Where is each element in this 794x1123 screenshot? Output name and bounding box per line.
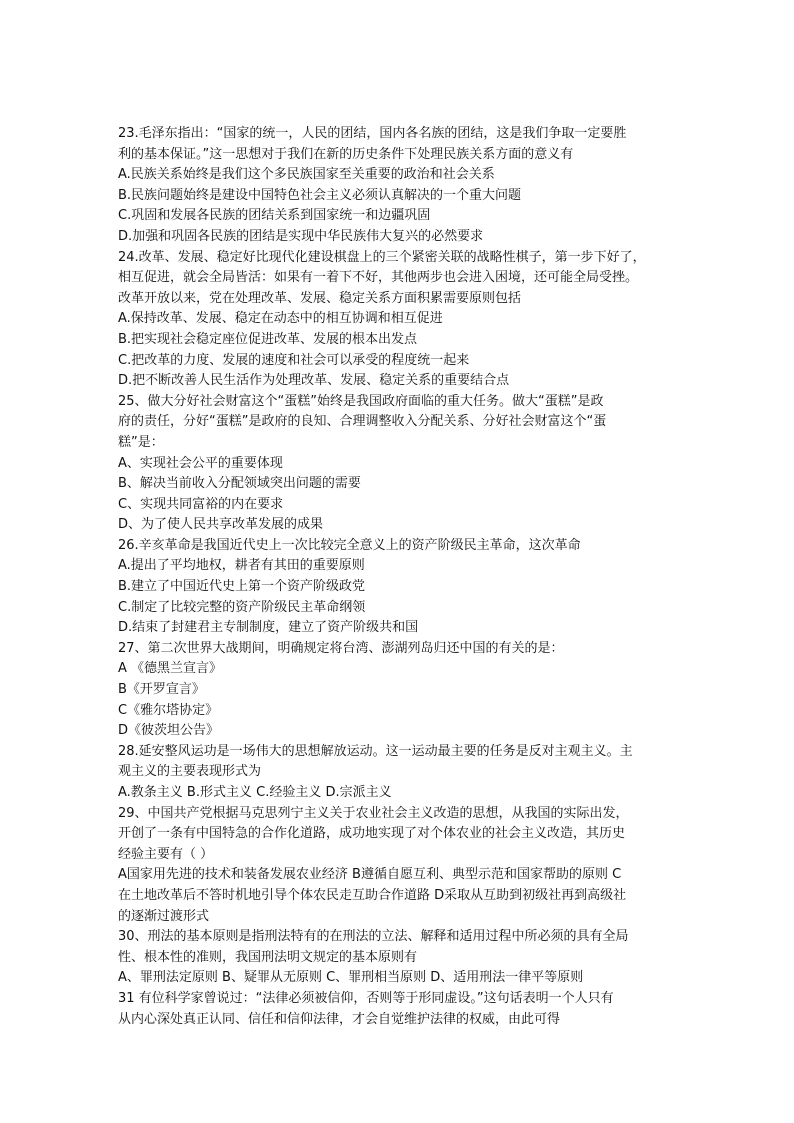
text-line: 的逐渐过渡形式 — [118, 908, 210, 924]
text-line: 开创了一条有中国特急的合作化道路，成功地实现了对个体农业的社会主义改造，其历史 — [118, 826, 626, 842]
text-line: B.建立了中国近代史上第一个资产阶级政党 — [118, 579, 366, 595]
text-line: C.制定了比较完整的资产阶级民主革命纲领 — [118, 599, 366, 615]
text-line: C、实现共同富裕的内在要求 — [118, 496, 284, 512]
text-line: D、为了使人民共享改革发展的成果 — [118, 517, 324, 533]
text-line: 观主义的主要表现形式为 — [118, 764, 262, 780]
text-line: A.提出了平均地权，耕者有其田的重要原则 — [118, 558, 365, 574]
text-line: C.巩固和发展各民族的团结关系到国家统一和边疆巩固 — [118, 208, 431, 224]
text-line: 相互促进，就会全局皆活：如果有一着下不好，其他两步也会进入困境，还可能全局受挫。 — [118, 270, 639, 286]
text-line: B.把实现社会稳定座位促进改革、发展的根本出发点 — [118, 331, 418, 347]
text-line: 在土地改革后不答时机地引导个体农民走互助合作道路 D采取从互助到初级社再到高级社 — [118, 887, 627, 903]
text-line: 25、做大分好社会财富这个“蛋糕”始终是我国政府面临的重大任务。做大“蛋糕”是政 — [118, 393, 604, 409]
text-line: D.把不断改善人民生活作为处理改革、发展、稳定关系的重要结合点 — [118, 373, 510, 389]
text-line: D.加强和巩固各民族的团结是实现中华民族伟大复兴的必然要求 — [118, 228, 484, 244]
text-line: A、罪刑法定原则 B、疑罪从无原则 C、罪刑相当原则 D、适用刑法一律平等原则 — [118, 970, 584, 986]
text-line: 性、根本性的准则，我国刑法明文规定的基本原则有 — [118, 949, 418, 965]
text-line: A、实现社会公平的重要体现 — [118, 455, 283, 471]
text-line: C.把改革的力度、发展的速度和社会可以承受的程度统一起来 — [118, 352, 470, 368]
text-line: A.民族关系始终是我们这个多民族国家至关重要的政治和社会关系 — [118, 167, 495, 183]
document-page — [118, 124, 678, 1030]
text-line: 府的责任，分好“蛋糕”是政府的良知、合理调整收入分配关系、分好社会财富这个“蛋 — [118, 414, 607, 430]
text-line: D《彼茨坦公告》 — [118, 723, 220, 739]
text-line: 24.改革、发展、稳定好比现代化建设棋盘上的三个紧密关联的战略性棋子，第一步下好了， — [118, 249, 646, 265]
text-line: 23.毛泽东指出：“国家的统一，人民的团结，国内各名族的团结，这是我们争取一定要胜 — [118, 126, 627, 141]
text-line: 26.辛亥革命是我国近代史上一次比较完全意义上的资产阶级民主革命，这次革命 — [118, 537, 581, 553]
text-line: A.教条主义 B.形式主义 C.经验主义 D.宗派主义 — [118, 785, 392, 800]
text-line: C《雅尔塔协定》 — [118, 702, 219, 718]
text-line: 28.延安整风运功是一场伟大的思想解放运动。这一运动最主要的任务是反对主观主义。主 — [118, 743, 633, 759]
text-line: 27、第二次世界大战期间，明确规定将台湾、澎湖列岛归还中国的有关的是： — [118, 640, 564, 656]
text-line: B、解决当前收入分配领域突出问题的需要 — [118, 476, 361, 492]
text-line: 经验主要有（ ） — [118, 846, 214, 862]
text-line: A.保持改革、发展、稳定在动态中的相互协调和相互促进 — [118, 311, 443, 327]
text-line: 糕”是： — [118, 434, 164, 450]
text-line: B《开罗宣言》 — [118, 682, 205, 698]
text-line: D.结束了封建君主专制制度，建立了资产阶级共和国 — [118, 620, 419, 636]
text-line: B.民族问题始终是建设中国特色社会主义必须认真解决的一个重大问题 — [118, 187, 522, 203]
text-line: A 《德黑兰宣言》 — [118, 661, 223, 677]
text-line: 改革开放以来，党在处理改革、发展、稳定关系方面积累需要原则包括 — [118, 290, 522, 306]
text-line: 从内心深处真正认同、信任和信仰法律，才会自觉维护法律的权威，由此可得 — [118, 1011, 561, 1027]
text-line: A国家用先进的技术和装备发展农业经济 B遵循自愿互利、典型示范和国家帮助的原则 C — [118, 867, 622, 883]
text-line: 31 有位科学家曾说过：“法律必须被信仰，否则等于形同虚设。”这句话表明一个人只有 — [118, 990, 614, 1006]
text-line: 29、中国共产党根据马克思列宁主义关于农业社会主义改造的思想，从我国的实际出发， — [118, 805, 629, 821]
text-line: 利的基本保证。”这一思想对于我们在新的历史条件下处理民族关系方面的意义有 — [118, 146, 574, 162]
text-line: 30、刑法的基本原则是指刑法特有的在刑法的立法、解释和适用过程中所必须的具有全局 — [118, 929, 629, 945]
